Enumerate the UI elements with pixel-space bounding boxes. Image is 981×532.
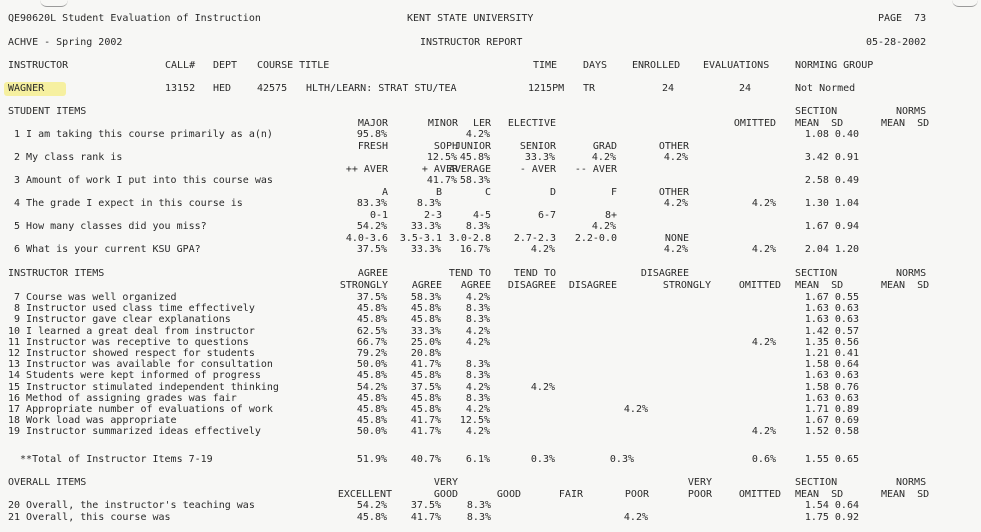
instructor-item-value: 45.8% (356, 303, 387, 315)
instructor-item-section-stats: 1.63 0.63 (804, 303, 859, 315)
student-item-4-question: 4 The grade I expect in this course is (8, 198, 243, 209)
instructor-items-heading: INSTRUCTOR ITEMS (8, 268, 105, 279)
course-header-label: NORMING GROUP (795, 60, 874, 71)
student-item-4-section-stats: 1.30 1.04 (804, 198, 859, 209)
student-item-3-value: 41.7% (426, 175, 457, 186)
student-item-6-option-header: 2.7-2.3 (513, 233, 556, 244)
student-item-6-value: 37.5% (356, 244, 387, 255)
instructor-item-value: 45.8% (410, 370, 441, 382)
overall-header-top: VERY (687, 477, 712, 488)
overall-header-bottom: POOR (687, 489, 712, 500)
instructor-item-value: 4.2% (465, 426, 490, 438)
overall-header-bottom: GOOD (496, 489, 521, 500)
course-header-label: CALL# (165, 60, 196, 71)
overall-item-question: 20 Overall, the instructor's teaching was (8, 500, 255, 511)
overall-header-bottom: EXCELLENT (337, 489, 392, 500)
university-name: KENT STATE UNIVERSITY (407, 13, 534, 24)
instructor-total-stats: 1.55 0.65 (804, 454, 859, 465)
call-number: 13152 (165, 83, 196, 94)
instructor-item-row-question: 9 Instructor gave clear explanations (8, 314, 231, 326)
instructor-header-top: AGREE (357, 268, 388, 279)
student-item-2-value: 33.3% (524, 152, 555, 163)
student-item-4-value: 83.3% (356, 198, 387, 209)
instructor-name: WAGNER (8, 83, 45, 94)
instructor-item-value: 37.5% (410, 381, 441, 393)
student-item-5-option-header: 8+ (604, 210, 617, 221)
overall-item-value: 45.8% (356, 512, 387, 523)
overall-header-bottom: FAIR (558, 489, 583, 500)
student-item-6-value: 16.7% (459, 244, 490, 255)
instructor-item-value: 66.7% (356, 336, 387, 348)
course-days: TR (583, 83, 596, 94)
student-item-1-option-header: MINOR (427, 118, 458, 129)
term-label: ACHVE - Spring 2002 (8, 37, 123, 48)
overall-item-value: 8.3% (466, 500, 491, 511)
instructor-item-value: 8.3% (465, 392, 490, 404)
student-item-4-option-header: OTHER (658, 187, 689, 198)
instructor-item-value: 45.8% (410, 303, 441, 315)
instructor-header-bottom: DISAGREE (507, 280, 556, 291)
instructor-item-value: 62.5% (356, 325, 387, 337)
report-title: INSTRUCTOR REPORT (420, 37, 523, 48)
overall-norms-mean-sd: MEAN SD (881, 489, 930, 500)
instructor-item-omitted: 4.2% (751, 336, 776, 348)
instructor-item-value: 12.5% (459, 415, 490, 427)
overall-item-question: 21 Overall, this course was (8, 512, 171, 523)
instructor-item-value: 50.0% (356, 359, 387, 371)
student-item-2-value: 4.2% (591, 152, 616, 163)
instructor-item-value: 45.8% (356, 415, 387, 427)
instructor-item-row-question: 17 Appropriate number of evaluations of work (8, 404, 273, 415)
instructor-item-value: 41.7% (410, 426, 441, 438)
instructor-total-label: **Total of Instructor Items 7-19 (8, 454, 213, 465)
student-item-2-option-header: JUNIOR (454, 141, 491, 152)
instructor-item-value: 45.8% (356, 404, 387, 415)
instructor-item-value: 4.2% (530, 381, 555, 393)
overall-item-value: 54.2% (356, 500, 387, 511)
student-item-5-value: 8.3% (465, 221, 490, 232)
student-item-5-question: 5 How many classes did you miss? (8, 221, 207, 232)
student-item-5-option-header: 0-1 (369, 210, 388, 221)
course-time: 1215PM (528, 83, 565, 94)
instructor-omitted-label: OMITTED (738, 280, 781, 291)
overall-omitted-label: OMITTED (738, 489, 781, 500)
student-item-6-option-header: NONE (664, 233, 689, 244)
student-item-6-option-header: 3.5-3.1 (399, 233, 442, 244)
course-header-label: INSTRUCTOR (8, 60, 69, 71)
instructor-item-section-stats: 1.63 0.63 (804, 392, 859, 404)
instructor-header-top: DISAGREE (640, 268, 689, 279)
instructor-item-row-question: 16 Method of assigning grades was fair (8, 392, 237, 404)
student-item-6-section-stats: 2.04 1.20 (804, 244, 859, 255)
instructor-total-value: 0.3% (609, 454, 634, 465)
instructor-item-row-question: 10 I learned a great deal from instructor (8, 325, 255, 337)
course-header-label: TIME (533, 60, 558, 71)
student-item-1-section-stats: 1.08 0.40 (804, 129, 859, 140)
instructor-item-row-question: 12 Instructor showed respect for students (8, 348, 255, 359)
student-item-2-option-header: GRAD (592, 141, 617, 152)
overall-section-mean-sd: MEAN SD (795, 489, 844, 500)
instructor-item-value: 4.2% (465, 381, 490, 393)
overall-item-section-stats: 1.75 0.92 (804, 512, 859, 523)
student-item-4-value: 8.3% (416, 198, 441, 209)
course-number: 42575 (257, 83, 288, 94)
student-item-1-option-header: LER (472, 118, 491, 129)
student-item-6-question: 6 What is your current KSU GPA? (8, 244, 201, 255)
instructor-item-value: 45.8% (410, 392, 441, 404)
student-item-3-option-header: -- AVER (574, 164, 617, 175)
section-mean-sd-label: MEAN SD (795, 118, 844, 129)
instructor-item-value: 8.3% (465, 359, 490, 371)
student-items-heading: STUDENT ITEMS (8, 106, 87, 117)
instructor-item-value: 8.3% (465, 314, 490, 326)
instructor-item-row-question: 7 Course was well organized (8, 292, 177, 303)
student-item-2-option-header: OTHER (658, 141, 689, 152)
student-item-4-value: 4.2% (663, 198, 688, 209)
report-id: QE90620L Student Evaluation of Instruction (8, 13, 261, 24)
student-item-6-omitted: 4.2% (751, 244, 776, 255)
student-item-1-question: 1 I am taking this course primarily as a(n) (8, 129, 273, 140)
student-item-3-value: 58.3% (459, 175, 490, 186)
evaluations-count: 24 (738, 83, 751, 94)
course-header-label: EVALUATIONS (703, 60, 770, 71)
instructor-norms-mean-sd: MEAN SD (881, 280, 930, 291)
overall-norms-label: NORMS (896, 477, 927, 488)
instructor-item-value: 4.2% (465, 336, 490, 348)
instructor-item-value: 54.2% (356, 381, 387, 393)
student-item-4-option-header: A (381, 187, 388, 198)
student-item-5-section-stats: 1.67 0.94 (804, 221, 859, 232)
overall-items-heading: OVERALL ITEMS (8, 477, 87, 488)
instructor-item-section-stats: 1.58 0.76 (804, 381, 859, 393)
instructor-item-value: 25.0% (410, 336, 441, 348)
student-item-4-option-header: B (435, 187, 442, 198)
student-item-5-option-header: 2-3 (423, 210, 442, 221)
instructor-item-value: 45.8% (410, 314, 441, 326)
dept-code: HED (213, 83, 232, 94)
omitted-label: OMITTED (733, 118, 776, 129)
instructor-item-section-stats: 1.58 0.64 (804, 359, 859, 371)
instructor-item-section-stats: 1.21 0.41 (804, 348, 859, 359)
instructor-total-omitted: 0.6% (751, 454, 776, 465)
report-date: 05-28-2002 (866, 37, 927, 48)
course-header-label: COURSE TITLE (257, 60, 330, 71)
overall-header-bottom: GOOD (433, 489, 458, 500)
overall-section-label: SECTION (795, 477, 838, 488)
student-item-5-value: 54.2% (356, 221, 387, 232)
instructor-item-section-stats: 1.52 0.58 (804, 426, 859, 438)
instructor-item-section-stats: 1.71 0.89 (804, 404, 859, 415)
instructor-item-row-question: 19 Instructor summarized ideas effectively (8, 426, 261, 438)
student-item-3-section-stats: 2.58 0.49 (804, 175, 859, 186)
student-item-6-option-header: 4.0-3.6 (345, 233, 388, 244)
instructor-item-value: 4.2% (465, 404, 490, 415)
instructor-item-value: 45.8% (410, 404, 441, 415)
overall-item-value: 8.3% (466, 512, 491, 523)
scan-mark-top-left (40, 0, 68, 7)
instructor-item-value: 8.3% (465, 370, 490, 382)
instructor-item-value: 4.2% (623, 404, 648, 415)
course-title: HLTH/LEARN: STRAT STU/TEA (306, 83, 457, 94)
course-header-label: DAYS (583, 60, 608, 71)
instructor-item-value: 58.3% (410, 292, 441, 303)
student-item-1-value: 4.2% (465, 129, 490, 140)
student-item-5-value: 4.2% (591, 221, 616, 232)
norming-group: Not Normed (795, 83, 856, 94)
instructor-item-row-question: 8 Instructor used class time effectively (8, 303, 255, 315)
instructor-item-row-question: 11 Instructor was receptive to questions (8, 336, 249, 348)
student-item-2-option-header: SOPH (433, 141, 458, 152)
instructor-item-section-stats: 1.63 0.63 (804, 370, 859, 382)
norms-mean-sd-label: MEAN SD (881, 118, 930, 129)
instructor-item-section-stats: 1.67 0.69 (804, 415, 859, 427)
instructor-total-value: 51.9% (356, 454, 387, 465)
student-item-1-option-header: MAJOR (357, 118, 388, 129)
instructor-item-value: 37.5% (356, 292, 387, 303)
instructor-item-value: 4.2% (465, 325, 490, 337)
instructor-item-value: 50.0% (356, 426, 387, 438)
instructor-item-value: 45.8% (356, 314, 387, 326)
instructor-total-value: 6.1% (465, 454, 490, 465)
scan-mark-top-right (952, 0, 978, 7)
instructor-item-value: 33.3% (410, 325, 441, 337)
student-item-4-option-header: F (610, 187, 617, 198)
instructor-item-row-question: 18 Work load was appropriate (8, 415, 177, 427)
student-item-6-option-header: 2.2-0.0 (574, 233, 617, 244)
student-item-2-option-header: FRESH (357, 141, 388, 152)
page-number: PAGE 73 (878, 13, 927, 24)
instructor-item-section-stats: 1.63 0.63 (804, 314, 859, 326)
section-label: SECTION (795, 106, 838, 117)
instructor-header-bottom: AGREE (460, 280, 491, 291)
student-item-3-option-header: + AVER (421, 164, 458, 175)
course-header-label: ENROLLED (632, 60, 681, 71)
student-item-6-value: 33.3% (410, 244, 441, 255)
instructor-header-bottom: AGREE (411, 280, 442, 291)
instructor-norms-label: NORMS (896, 268, 927, 279)
student-item-5-value: 33.3% (410, 221, 441, 232)
student-item-2-section-stats: 3.42 0.91 (804, 152, 859, 163)
student-item-3-option-header: AVERAGE (448, 164, 491, 175)
enrolled-count: 24 (661, 83, 674, 94)
instructor-item-section-stats: 1.67 0.55 (804, 292, 859, 303)
instructor-header-bottom: STRONGLY (339, 280, 388, 291)
overall-item-section-stats: 1.54 0.64 (804, 500, 859, 511)
instructor-item-value: 41.7% (410, 359, 441, 371)
student-item-1-value: 95.8% (356, 129, 387, 140)
instructor-item-omitted: 4.2% (751, 426, 776, 438)
student-item-3-option-header: - AVER (519, 164, 556, 175)
student-item-1-option-header: ELECTIVE (507, 118, 556, 129)
instructor-total-value: 40.7% (410, 454, 441, 465)
instructor-section-label: SECTION (795, 268, 838, 279)
overall-item-value: 41.7% (410, 512, 441, 523)
student-item-2-value: 4.2% (663, 152, 688, 163)
instructor-item-row-question: 15 Instructor stimulated independent thinking (8, 381, 279, 393)
student-item-6-value: 4.2% (663, 244, 688, 255)
instructor-header-top: TEND TO (448, 268, 491, 279)
instructor-header-bottom: STRONGLY (662, 280, 711, 291)
instructor-item-value: 79.2% (356, 348, 387, 359)
instructor-item-section-stats: 1.42 0.57 (804, 325, 859, 337)
student-item-2-question: 2 My class rank is (8, 152, 123, 163)
instructor-item-value: 8.3% (465, 303, 490, 315)
student-item-5-option-header: 6-7 (537, 210, 556, 221)
overall-item-value: 37.5% (410, 500, 441, 511)
instructor-item-value: 45.8% (356, 370, 387, 382)
instructor-item-value: 45.8% (356, 392, 387, 404)
student-item-3-question: 3 Amount of work I put into this course was (8, 175, 273, 186)
student-item-2-value: 12.5% (426, 152, 457, 163)
instructor-item-value: 20.8% (410, 348, 441, 359)
student-item-4-option-header: D (549, 187, 556, 198)
student-item-4-option-header: C (484, 187, 491, 198)
student-item-2-option-header: SENIOR (519, 141, 556, 152)
norms-label: NORMS (896, 106, 927, 117)
instructor-total-value: 0.3% (530, 454, 555, 465)
instructor-item-section-stats: 1.35 0.56 (804, 336, 859, 348)
student-item-5-option-header: 4-5 (472, 210, 491, 221)
instructor-item-row-question: 14 Students were kept informed of progress (8, 370, 261, 382)
student-item-2-value: 45.8% (459, 152, 490, 163)
overall-header-bottom: POOR (624, 489, 649, 500)
instructor-header-top: TEND TO (513, 268, 556, 279)
instructor-item-value: 41.7% (410, 415, 441, 427)
student-item-6-option-header: 3.0-2.8 (448, 233, 491, 244)
overall-header-top: VERY (433, 477, 458, 488)
instructor-item-row-question: 13 Instructor was available for consultation (8, 359, 273, 371)
instructor-section-mean-sd: MEAN SD (795, 280, 844, 291)
overall-item-value: 4.2% (623, 512, 648, 523)
course-header-label: DEPT (213, 60, 238, 71)
student-item-3-option-header: ++ AVER (345, 164, 388, 175)
student-item-6-value: 4.2% (530, 244, 555, 255)
instructor-header-bottom: DISAGREE (568, 280, 617, 291)
instructor-item-value: 4.2% (465, 292, 490, 303)
student-item-4-omitted: 4.2% (751, 198, 776, 209)
